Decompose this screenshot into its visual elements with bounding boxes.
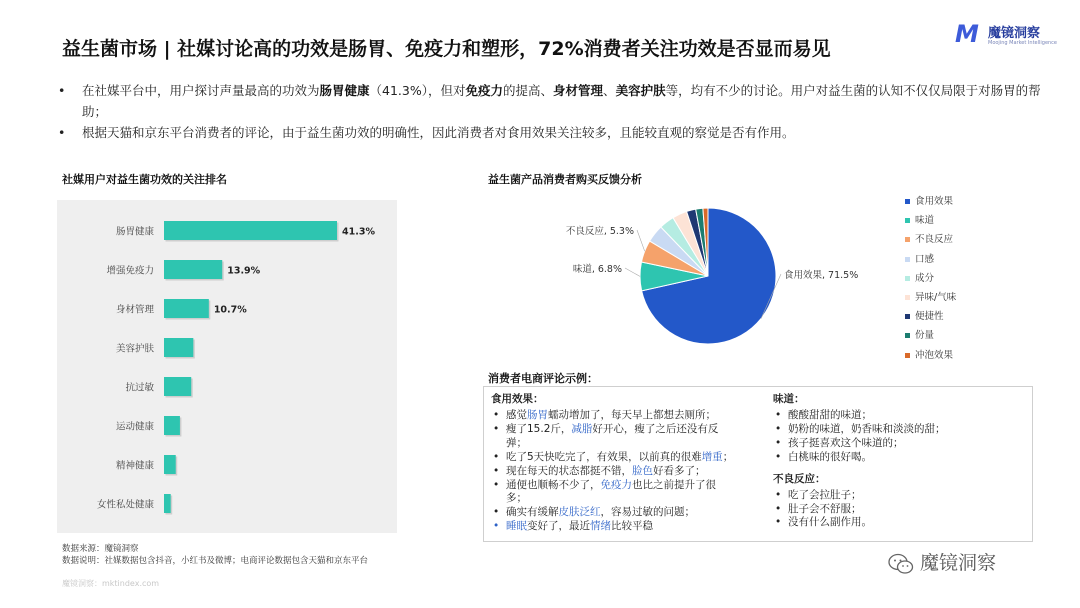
watermark-text: 魔镜洞察：mktindex.com [62,579,160,588]
bar-女性私处健康 [164,494,171,513]
brand-logo [955,18,1075,52]
source-description: 数据说明：社媒数据包含抖音，小红书及微博；电商评论数据包含天猫和京东平台 [62,556,369,566]
review-text: ； [722,450,734,463]
review-bullet: • [775,488,782,501]
taste-review-item [773,437,1023,451]
review-text: 酸酸甜甜的味道； [788,409,872,421]
legend-label: 异味/气味 [915,291,957,303]
review-text: 孩子挺喜欢这个味道的； [788,436,904,449]
adverse-review-item [773,489,1023,503]
legend-swatch [905,333,910,338]
highlight-keyword: 脸色 [632,464,653,477]
review-text: 好开心，瘦了之后还没有反 [592,422,719,435]
pie-data-label: 食用效果, 71.5% [784,270,859,281]
bar-category-label: 女性私处健康 [96,499,154,511]
legend-swatch [905,314,910,319]
review-text: 没有什么副作用。 [788,516,872,529]
pie-legend [905,192,956,365]
bullet-text: 根据天猫和京东平台消费者的评论，由于益生菌功效的明确性，因此消费者对食用效果关注较多，且能较直观的察觉是否有作用。 [82,125,795,140]
data-source-note [62,543,368,567]
review-bullet: • [775,436,782,449]
legend-item [905,326,956,345]
effect-review-item [491,492,776,506]
review-bullet: • [775,516,782,529]
review-text: 弹； [506,436,527,449]
effect-review-item [491,437,776,451]
adverse-list [773,489,1023,531]
review-text: 瘦了15.2斤， [506,422,572,435]
highlight-keyword: 增重 [701,450,723,463]
reviews-box [483,386,1033,542]
highlight-keyword: 肠胃 [527,409,548,421]
bullet-text: 在社媒平台中，用户探讨声量最高的功效为 [82,83,320,98]
legend-label: 食用效果 [915,196,954,207]
review-text: 吃了5天快吃完了，有效果，以前真的很难 [506,450,702,463]
effect-list [491,409,776,534]
review-text: 变好了，最近 [527,520,590,533]
wechat-icon [888,553,914,575]
logo-name: 魔镜洞察 [988,26,1041,41]
highlight-keyword: 免疫力 [600,478,632,491]
highlight-term: 美容护肤 [615,83,666,98]
review-text: 感觉 [506,409,527,421]
bar-category-label: 增强免疫力 [106,265,154,277]
bar-category-label: 抗过敏 [125,382,154,394]
legend-item [905,250,956,269]
slide-title: 益生菌市场 | 社媒讨论高的功效是肠胃、免疫力和塑形，72%消费者关注功效是否显而易见 [62,38,831,60]
legend-item [905,230,956,249]
pie-chart [540,192,900,362]
bullet-text: 的提高、 [503,83,554,98]
review-text: 白桃味的很好喝。 [788,450,872,463]
bar-肠胃健康 [164,221,337,240]
summary-bullet [58,80,1048,122]
legend-item [905,307,956,326]
legend-label: 口感 [915,253,935,265]
legend-label: 不良反应 [915,234,954,246]
review-bullet: • [493,464,500,477]
legend-swatch [905,276,910,281]
summary-bullet [58,122,1048,143]
review-text: 吃了会拉肚子； [788,488,862,501]
effect-review-item [491,451,776,465]
review-text: 也比之前提升了很 [632,478,716,491]
effect-reviews [491,391,776,534]
bullet-text: （41.3%），但对 [369,83,466,98]
legend-label: 份量 [915,330,935,342]
legend-swatch [905,295,910,300]
effect-heading: 食用效果： [491,393,544,405]
taste-heading: 味道： [773,393,805,405]
legend-swatch [905,199,910,204]
review-text: 多； [506,492,527,505]
review-bullet: • [775,502,782,515]
effect-review-item [491,479,776,493]
taste-reviews [773,391,1023,530]
legend-label: 成分 [915,272,935,284]
bar-身材管理 [164,299,209,318]
bar-chart [57,200,397,533]
highlight-term: 免疫力 [465,83,504,98]
review-bullet: • [775,422,782,435]
review-text: 确实有缓解 [506,506,559,519]
bullet-dot: • [58,83,66,98]
taste-list [773,409,1023,465]
taste-review-item [773,423,1023,437]
source-line: 数据来源：魔镜洞察 [62,544,139,554]
reviews-title: 消费者电商评论示例： [488,372,598,385]
review-text: 通便也顺畅不少了， [506,478,601,491]
bullet-text: 等，均有不少的讨论。用户对益生菌的认知不仅仅局限于对肠胃的帮助； [82,83,1041,119]
logo-mark: M [955,20,979,48]
bar-category-label: 美容护肤 [115,343,154,355]
legend-swatch [905,237,910,242]
review-bullet: • [493,409,500,421]
wechat-name: 魔镜洞察 [920,552,997,574]
legend-swatch [905,257,910,262]
pie-data-label: 味道, 6.8% [572,264,622,275]
adverse-review-item [773,503,1023,517]
highlight-term: 身材管理 [553,83,604,98]
bar-category-label: 身材管理 [115,304,154,316]
highlight-keyword: 情绪 [590,520,611,533]
effect-review-item [491,423,776,437]
pie-data-label: 不良反应, 5.3% [565,226,634,237]
effect-review-item [491,409,776,423]
review-text: ，容易过敏的问题； [600,506,695,519]
legend-label: 味道 [915,215,935,227]
bar-data-label: 41.3% [342,226,375,238]
pie-leader-line [637,230,645,251]
bullet-dot: • [58,125,66,140]
effect-review-item [491,506,776,520]
summary-bullets [58,80,1048,143]
bar-data-label: 13.9% [227,265,261,277]
bar-精神健康 [164,455,176,474]
bar-美容护肤 [164,338,193,357]
logo-tagline: Moojing Market Intelligence [988,40,1058,46]
pie-leader-line [625,268,640,276]
bar-抗过敏 [164,377,191,396]
legend-swatch [905,218,910,223]
review-text: 比较平稳 [611,520,653,533]
highlight-term: 肠胃健康 [319,83,370,98]
legend-item [905,211,956,230]
legend-item [905,346,956,365]
review-bullet: • [493,478,500,491]
effect-review-item [491,520,776,534]
legend-item [905,269,956,288]
review-bullet: • [493,422,500,435]
bar-chart-title: 社媒用户对益生菌功效的关注排名 [62,173,227,186]
highlight-keyword: 减脂 [571,422,593,435]
pie-chart-title: 益生菌产品消费者购买反馈分析 [488,173,642,186]
highlight-keyword: 睡眠 [506,520,527,533]
review-text: 现在每天的状态都挺不错， [506,464,632,477]
bar-运动健康 [164,416,180,435]
bar-category-label: 运动健康 [115,421,154,433]
wechat-account [888,548,996,575]
bar-data-label: 10.7% [213,304,247,316]
effect-review-item [491,465,776,479]
review-bullet: • [493,520,500,533]
review-text: 奶粉的味道，奶香味和淡淡的甜； [788,422,946,435]
taste-review-item [773,409,1023,423]
legend-label: 冲泡效果 [915,349,954,361]
legend-item [905,288,956,307]
bar-增强免疫力 [164,260,222,279]
review-text: 蠕动增加了，每天早上都想去厕所； [548,409,716,421]
adverse-heading: 不良反应： [773,472,826,485]
bullet-text: 、 [603,83,616,98]
review-bullet: • [775,450,782,463]
review-bullet: • [493,450,500,463]
highlight-keyword: 皮肤泛红 [558,506,601,519]
review-text: 肚子会不舒服； [788,502,862,515]
legend-item [905,192,956,211]
review-bullet: • [493,506,500,519]
adverse-review-item [773,516,1023,530]
taste-review-item [773,451,1023,465]
bar-category-label: 精神健康 [115,460,154,472]
bar-category-label: 肠胃健康 [115,226,154,238]
legend-swatch [905,353,910,358]
review-bullet: • [775,409,782,421]
legend-label: 便捷性 [915,311,944,323]
review-text: 好看多了； [653,464,706,477]
